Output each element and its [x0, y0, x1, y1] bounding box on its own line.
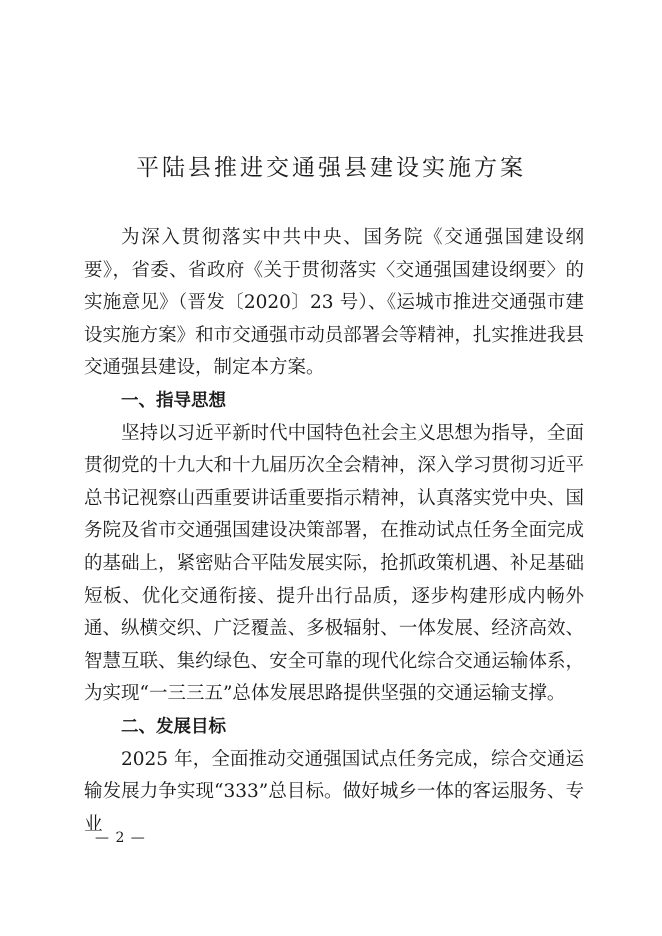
section-heading-development-goals: 二、发展目标 — [121, 716, 226, 737]
section-heading-guiding-ideology: 一、指导思想 — [121, 390, 226, 411]
document-body — [84, 222, 584, 841]
page-number: — 2 — — [95, 830, 146, 846]
guiding-ideology-paragraph: 坚持以习近平新时代中国特色社会主义思想为指导，全面贯彻党的十九大和十九届历次全会精神，深入学习贯彻习近平总书记视察山西重要讲话重要指示精神，认真落实党中央、国务院及省市交通强国建设决策部署，在推动试点任务全面完成的基础上，紧密贴合平陆发展实际，抢抓政策机遇、补足基础短板、优化交通衔接、提升出行品质，逐步构建形成内畅外通、纵横交织、广泛覆盖、多极辐射、一体发展、经济高效、智慧互联、集约绿色、安全可靠的现代化综合交通运输体系，为实现“一三三五”总体发展思路提供坚强的交通运输支撑。 — [84, 422, 584, 705]
document-title: 平陆县推进交通强县建设实施方案 — [136, 155, 526, 181]
intro-paragraph: 为深入贯彻落实中共中央、国务院《交通强国建设纲要》，省委、省政府《关于贯彻落实〈交通强国建设纲要〉的实施意见》（晋发〔2020〕23 号）、《运城市推进交通强市建设实施方案》和市交通强市动员部署会等精神，扎实推进我县交通强县建设，制定本方案。 — [84, 227, 584, 379]
development-goals-paragraph: 2025 年，全面推动交通强国试点任务完成，综合交通运输发展力争实现“333”总目标。做好城乡一体的客运服务、专业 — [84, 748, 584, 835]
